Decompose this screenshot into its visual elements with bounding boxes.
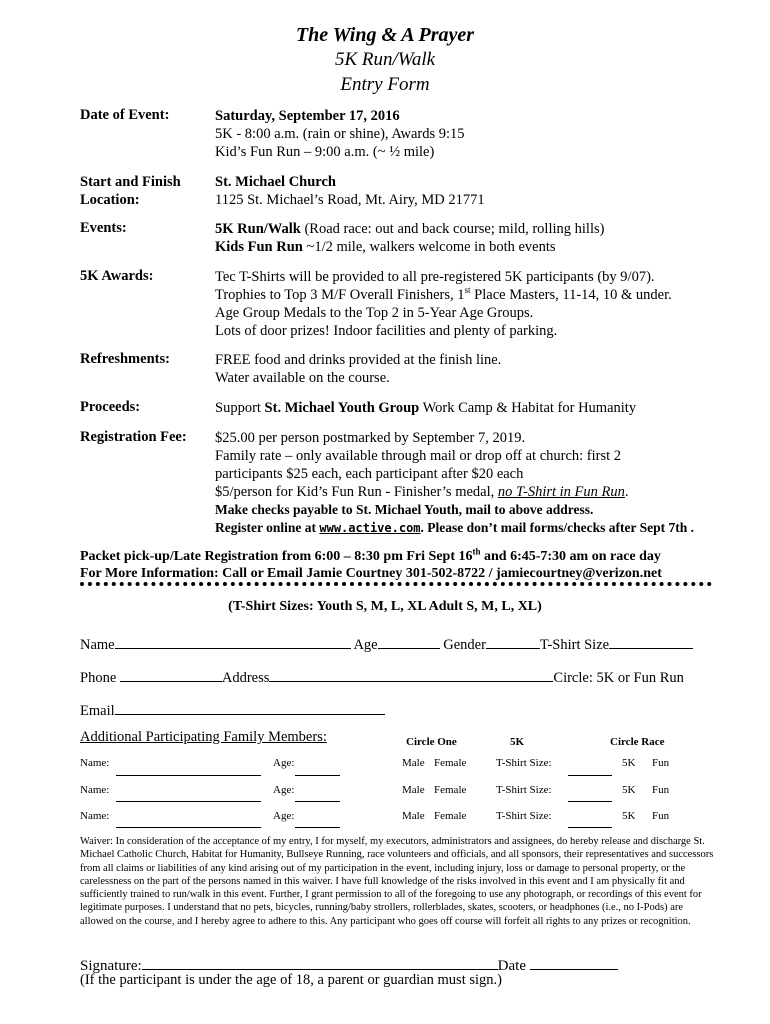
date-field[interactable]: [530, 955, 618, 970]
member-5k-option[interactable]: 5K: [622, 810, 636, 822]
packet-info: Packet pick-up/Late Registration from 6:00 – 8:30 pm Fri Sept 16th and 6:45-7:30 am on race day For More Information: Call or Email Jamie Courtney 301-502-8722 / jamiecourtney@verizon.net: [80, 546, 662, 581]
member-age-field[interactable]: [295, 827, 340, 828]
awards-trophies: Trophies to Top 3 M/F Overall Finishers, 1st Place Masters, 11-14, 10 & under.: [215, 285, 672, 303]
member-tshirt-label: T-Shirt Size:: [496, 784, 552, 796]
member-name-field[interactable]: [116, 775, 261, 776]
member-tshirt-label: T-Shirt Size:: [496, 757, 552, 769]
member-name-label: Name:: [80, 757, 110, 769]
member-male-option[interactable]: Male: [402, 784, 425, 796]
awards-shirts: Tec T-Shirts will be provided to all pre-registered 5K participants (by 9/07).: [215, 269, 655, 285]
gender-field[interactable]: [486, 634, 540, 649]
awards-prizes: Lots of door prizes! Indoor facilities and plenty of parking.: [215, 323, 558, 339]
form-row-phone: Phone Address Circle: 5K or Fun Run: [80, 667, 684, 687]
shirt-sizes: (T-Shirt Sizes: Youth S, M, L, XL Adult S, M, L, XL): [228, 599, 542, 614]
proceeds-label: Proceeds:: [80, 399, 141, 415]
contact-info: For More Information: Call or Email Jamie Courtney 301-502-8722 / jamiecourtney@verizon.net: [80, 566, 662, 581]
name-field[interactable]: [115, 634, 351, 649]
event-5k-desc: (Road race: out and back course; mild, rolling hills): [300, 221, 605, 237]
fee-label: Registration Fee:: [80, 429, 187, 445]
col-circle-one: Circle One: [406, 736, 457, 748]
member-age-label: Age:: [273, 784, 295, 796]
member-female-option[interactable]: Female: [434, 757, 467, 769]
cut-line: [80, 582, 712, 586]
col-circle-race: Circle Race: [610, 736, 665, 748]
form-title: The Wing & A Prayer: [295, 24, 475, 46]
event-kids-name: Kids Fun Run: [215, 239, 303, 255]
member-5k-option[interactable]: 5K: [622, 757, 636, 769]
events-label: Events:: [80, 220, 127, 236]
checks-payable: Make checks payable to St. Michael Youth, mail to above address.: [215, 502, 594, 517]
member-female-option[interactable]: Female: [434, 810, 467, 822]
race-times: 5K - 8:00 a.m. (rain or shine), Awards 9:15: [215, 126, 465, 142]
event-kids-desc: ~1/2 mile, walkers welcome in both events: [302, 239, 556, 255]
proceeds-details: Support St. Michael Youth Group Work Camp & Habitat for Humanity: [215, 400, 637, 416]
form-row-email: Email: [80, 700, 385, 720]
col-5k: 5K: [510, 736, 525, 748]
register-online-link[interactable]: www.active.com: [319, 521, 421, 535]
age-field[interactable]: [378, 634, 440, 649]
signature-row: Signature: Date: [80, 955, 618, 975]
guardian-note: (If the participant is under the age of 18, a parent or guardian must sign.): [80, 972, 502, 988]
member-female-option[interactable]: Female: [434, 784, 467, 796]
event-date: Saturday, September 17, 2016: [215, 108, 400, 124]
phone-field[interactable]: [120, 667, 222, 682]
refreshments-details: FREE food and drinks provided at the finish line. Water available on the course.: [215, 352, 502, 386]
member-male-option[interactable]: Male: [402, 810, 425, 822]
member-tshirt-field[interactable]: [568, 775, 612, 776]
member-fun-option[interactable]: Fun: [652, 784, 670, 796]
form-subtitle: 5K Run/Walk: [334, 49, 436, 70]
member-fun-option[interactable]: Fun: [652, 757, 670, 769]
member-tshirt-field[interactable]: [568, 801, 612, 802]
member-tshirt-label: T-Shirt Size:: [496, 810, 552, 822]
member-age-label: Age:: [273, 810, 295, 822]
member-male-option[interactable]: Male: [402, 757, 425, 769]
email-field[interactable]: [115, 700, 385, 715]
event-5k-name: 5K Run/Walk: [215, 221, 301, 237]
member-fun-option[interactable]: Fun: [652, 810, 670, 822]
member-age-field[interactable]: [295, 801, 340, 802]
date-label: Date of Event:: [80, 107, 170, 123]
refreshments-label: Refreshments:: [80, 351, 170, 367]
fee-details: $25.00 per person postmarked by September 7, 2019. Family rate – only available through mail or drop off at church: first 2 participants $25 each, each participant after $20 each $5/person for Kid’s Fun Run - Finisher’s medal, no T-Shirt in Fun Run. Make checks payable to St. Michael Youth, mail to above address. Register online at www.active.com. Please don’t mail forms/checks after Sept 7th .: [215, 430, 694, 535]
member-name-field[interactable]: [116, 827, 261, 828]
tshirt-field[interactable]: [609, 634, 693, 649]
kids-run-time: Kid’s Fun Run – 9:00 a.m. (~ ½ mile): [215, 144, 435, 160]
member-age-label: Age:: [273, 757, 295, 769]
location-label: Start and Finish Location:: [80, 174, 181, 208]
date-details: [215, 107, 465, 161]
form-row-name: Name Age Gender T-Shirt Size: [80, 634, 693, 654]
venue-address: 1125 St. Michael’s Road, Mt. Airy, MD 21771: [215, 192, 485, 208]
venue-name: St. Michael Church: [215, 174, 336, 190]
family-heading: Additional Participating Family Members:: [80, 729, 327, 745]
address-field[interactable]: [269, 667, 553, 682]
events-details: [215, 220, 604, 256]
location-details: [215, 173, 485, 209]
member-name-label: Name:: [80, 810, 110, 822]
awards-details: [215, 268, 672, 340]
member-name-label: Name:: [80, 784, 110, 796]
awards-medals: Age Group Medals to the Top 2 in 5-Year Age Groups.: [215, 305, 534, 321]
waiver-text: Waiver: In consideration of the acceptance of my entry, I for myself, my executors, administrators and assignees, do hereby release and discharge St. Michael Catholic Church, Habitat for Humanity, Bullseye Running, race volunteers and officials, and all sponsors, their representatives and successors from all claims or liabilities of any kind arising out of my participation in the event, including injury, loss or damage to personal property, or the carelessness on the part of the persons named in this waiver. I have full knowledge of the risks involved in this event and I am physically fit and sufficiently trained to run/walk in this event. Further, I grant permission to all of the foregoing to use any photograph, or recordings of this event for legitimate purposes. I understand that no pets, bicycles, running/baby strollers, rollerblades, skates, scooters, or headphones (i.e., no I-Pods) are allowed on the course, and I hereby agree to adhere to this. Any participant who goes off course will forfeit all rights to any prizes or recognition.: [80, 836, 714, 927]
member-5k-option[interactable]: 5K: [622, 784, 636, 796]
form-name: Entry Form: [340, 74, 430, 95]
member-age-field[interactable]: [295, 775, 340, 776]
member-tshirt-field[interactable]: [568, 827, 612, 828]
awards-label: 5K Awards:: [80, 268, 154, 284]
member-name-field[interactable]: [116, 801, 261, 802]
signature-field[interactable]: [142, 955, 498, 970]
